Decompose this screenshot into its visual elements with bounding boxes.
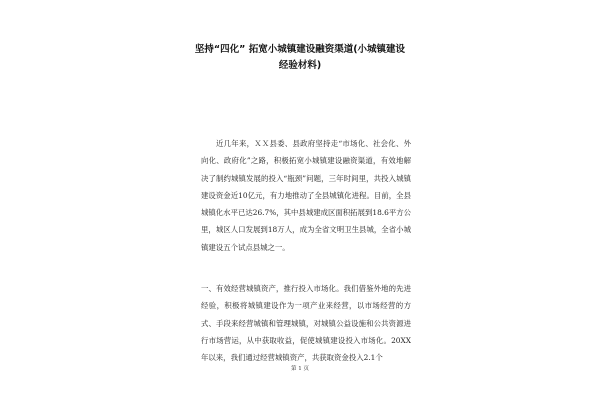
- document-title-line-2: 经验材料): [278, 60, 322, 71]
- body-paragraph-section-1: 一、有效经营城镇资产，推行投入市场化。我们借鉴外地的先进经验，积极将城镇建设作为一项产业来经营，以市场经营的方式、手段来经营城镇和管理城镇，对城镇公益设施和公共资源进行市场营运，从中获取收益，促使城镇建设投入市场化。20XX年以来，我们通过经营城镇资产，共获取资金投入2.1个: [201, 284, 411, 363]
- page-number: 第 1 页: [291, 366, 309, 372]
- document-title-line-1: 坚持“四化” 拓宽小城镇建设融资渠道(小城镇建设: [194, 44, 406, 55]
- body-paragraph-intro: 近几年来，ＸＸ县委、县政府坚持走“市场化、社会化、外向化、政府化”之路，积极拓宽小城镇建设融资渠道，有效地解决了制约城镇发展的投入“瓶颈”问题，三年时间里，共投入城镇建设资金近10亿元，有力地推动了全县城镇化进程。目前，全县城镇化水平已达26.7%，其中县城建成区面积拓展到18.6平方公里，城区人口发展到18万人，成为全省文明卫生县城，全省小城镇建设五个试点县城之一。: [201, 139, 411, 252]
